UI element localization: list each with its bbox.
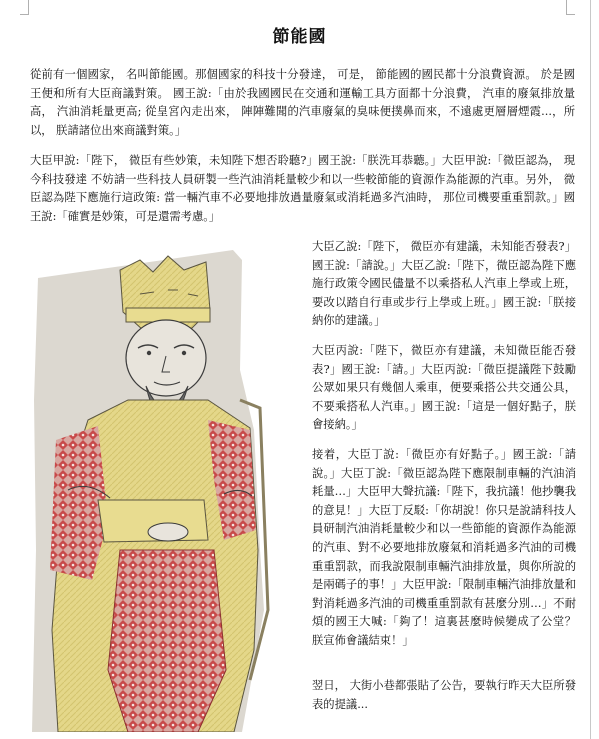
king-drawing-icon [28, 250, 308, 732]
crop-mark-top-left [20, 0, 29, 15]
paragraph-minister-bing: 大臣丙說:「陛下，微臣亦有建議，未知微臣能否發表?」國王說:「請。」大臣丙說:「微臣提議陛下鼓勵公眾如果只有幾個人乘車，便要乘搭公共交通公具，不要乘搭私人汽車。」國王說:「這是一個好點子，朕會接納。」 [312, 344, 576, 432]
document-title: 節能國 [272, 27, 327, 47]
crop-mark-top-right [566, 0, 575, 15]
paragraph-minister-ding: 接着，大臣丁說:「微臣亦有好點子。」國王說:「請說。」大臣丁說:「微臣認為陛下應限制車輛的汽油消耗量…」大臣甲大聲抗議:「陛下，我抗議！他抄襲我的意見！」大臣丁反駁:「你胡說！你只是說請科技人員研制汽油消耗量較少和以一些節能的資源作為能源的汽車、對不必要地排放廢氣和消耗過多汽油的司機重重罰款，而我說限制車輛汽油排放量，與你所說的是兩碼子的事！」大臣甲說:「限制車輛汽油排放量和對消耗過多汽油的司機重重罰款有甚麼分別…」不耐煩的國王大喊:「夠了！這裏甚麼時候變成了公堂？ 朕宣佈會議結束！」 [312, 448, 576, 647]
page-edge [590, 0, 591, 739]
paragraph-intro: 從前有一個國家， 名叫節能國。那個國家的科技十分發達， 可是， 節能國的國民都十分浪費資源。 於是國王便和所有大臣商議對策。 國王說:「由於我國國民在交通和運輸工具方面都十分浪費， 汽車的廢氣排放量高， 汽油消耗量更高; 從皇宮內走出來， 陣陣難聞的汽車廢氣的臭味便撲鼻而來，不遠處更層層煙霞...，所以， 朕請諸位出來商議對策。」 [30, 68, 575, 137]
paragraph-minister-yi: 大臣乙說:「陛下， 微臣亦有建議，未知能否發表?」 國王說:「請說。」大臣乙說:「陛下，微臣認為陛下應施行政策令國民儘量不以乘搭私人汽車上學或上班，要改以踏自行車或步行上學或上班。」國王說:「朕接納你的建議。」 [312, 240, 576, 328]
paragraph-ending: 翌日， 大街小巷都張貼了公告，要執行昨天大臣所發表的提議... [312, 679, 576, 711]
paragraph-minister-jia: 大臣甲說:「陛下， 微臣有些妙策，未知陛下想否聆聽?」國王說:「朕洗耳恭聽。」大臣甲說:「微臣認為， 現今科技發達 不妨請一些科技人員研製一些汽油消耗量較少和以一些較節能的資源作為能源的汽車。另外， 微臣認為陛下應施行這政策: 當一輛汽車不必要地排放過量廢氣或消耗過多汽油時， 那位司機要重重罰款。」國王說:「確實是妙策，可是還需考慮。」 [30, 154, 575, 223]
